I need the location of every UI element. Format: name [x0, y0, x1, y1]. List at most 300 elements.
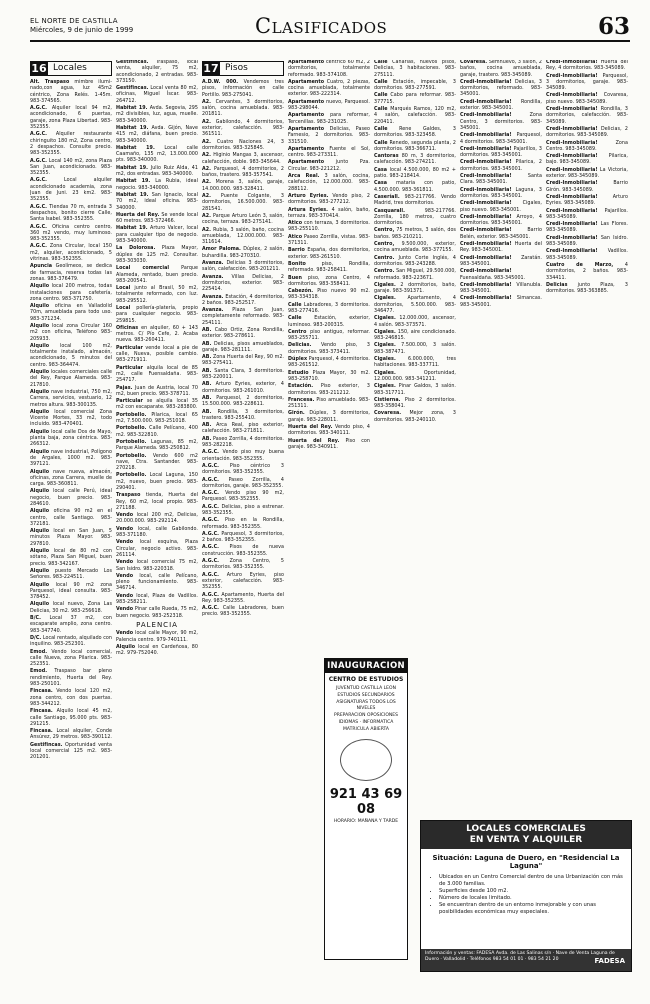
- ad-text: Zaratán. 983-345001.: [460, 255, 542, 267]
- ad-text: Arturo Eyries, piso exterior, calefacción. 983-352355.: [202, 572, 284, 591]
- ad-text: Fuensaldaña. 983-345001.: [460, 275, 526, 281]
- ad-text: Calle Pelícano, 400 m2. 983-322810.: [116, 426, 198, 438]
- ad-text: Semnuevo, 3 salón, 2 baños, cocina amueblada, garaje, trastero. 983-345089.: [460, 60, 542, 78]
- classified-column-3: [202, 60, 284, 995]
- ad-keyword: Apartamento: [288, 99, 325, 105]
- ad-keyword: Vendo: [116, 560, 134, 566]
- ad-text: Lagunas, 85 m2, Parque Alameda. 983-250812.: [116, 439, 198, 452]
- classified-ad: [116, 426, 198, 439]
- ad-text: local calle Perú, ideal negocio, buen precio. 983-284610.: [30, 489, 112, 507]
- ad-text: Piso nuevo 90 m2. 983-334318.: [288, 289, 370, 301]
- ad-footer: HORARIO: MAÑANA Y TARDE: [333, 819, 399, 824]
- ad-keyword: A.G.C.: [202, 592, 220, 598]
- classified-ad: [546, 222, 628, 235]
- classified-column-4: [288, 60, 370, 650]
- ad-text: 983-217766. Zorrilla, 180 metros, cuatro dormitorios.: [374, 208, 456, 227]
- ad-line: PREPARACION OPOSICIONES: [334, 713, 398, 718]
- ad-text: Morena 3, salón, garaje, 14.000.000. 983-328411.: [202, 180, 284, 192]
- ad-text: Estación, 4 dormitorios, 2 baños. 983-252517.: [202, 294, 284, 306]
- classified-ad: [374, 181, 456, 194]
- classified-ad: [288, 248, 370, 261]
- classified-ad: [202, 140, 284, 153]
- ad-text: Oportunidad, 12.000.000. 983-341211.: [374, 370, 456, 382]
- ad-text: Oficina centro centro, 360 m2 vendo, muy luminoso. 983-352355.: [30, 224, 112, 243]
- section-header-pisos: [202, 60, 284, 76]
- classified-ad: [116, 513, 198, 526]
- classified-ad: [460, 113, 542, 132]
- ad-keyword: A.G.C.: [202, 504, 220, 510]
- classified-ad: [30, 743, 112, 762]
- ad-keyword: Credi-Inmobiliaria!: [546, 60, 598, 65]
- ad-text: Las Flores. 983-345089.: [546, 222, 628, 234]
- ad-keyword: Alquilo: [30, 602, 50, 608]
- ad-keyword: Portobello.: [116, 453, 147, 459]
- ad-keyword: Gestifincas.: [30, 742, 63, 748]
- ad-text: Arca Real, piso exterior, calefacción. 983-271811.: [202, 423, 284, 435]
- classified-ad: [288, 221, 370, 234]
- ad-text: Piso en la Rondilla, reformado. 983-352355.: [202, 518, 284, 530]
- ad-keyword: Habitat 19.: [116, 125, 149, 131]
- ad-text: Vendo piso muy buena orientación. 983-352355.: [202, 450, 284, 462]
- classified-ad: [30, 132, 112, 157]
- ad-bullet: • Número de locales limitado.: [439, 895, 623, 902]
- ad-text: Delicias 3 dormitorios, salón, calefacción. 983-201211.: [202, 261, 284, 273]
- ad-keyword: Avanza.: [202, 308, 224, 314]
- classified-ad: [546, 236, 628, 249]
- ad-text: Vendo piso, 3 dormitorios. 983-373411.: [288, 343, 370, 355]
- ad-keyword: Huerta del Rey.: [288, 425, 333, 431]
- ad-text: local nuevo, Zona Las Delicias, 30 m2. 983-256618.: [30, 602, 112, 614]
- ad-keyword: Credi-Inmobiliaria!: [460, 99, 512, 105]
- classified-ad: [30, 470, 112, 489]
- classified-ad: [288, 289, 370, 302]
- classified-ad: [30, 583, 112, 602]
- ad-subtitle: CENTRO DE ESTUDIOS: [328, 676, 404, 683]
- ad-keyword: Fincasa.: [30, 689, 53, 695]
- classified-ad: [546, 93, 628, 106]
- ad-keyword: A.G.C.: [202, 450, 220, 456]
- ad-text: 2 dormitorios, baño, garaje. 983-391371.: [374, 282, 456, 295]
- subsection-heading: PALENCIA: [136, 620, 178, 629]
- classified-ad: [116, 645, 198, 658]
- ad-keyword: Credi-Inmobiliaria!: [460, 282, 512, 288]
- ad-text: Parquesol, 3 dormitorios, garaje. 983-345089.: [546, 73, 628, 92]
- ad-keyword: Credi-Inmobiliaria!: [460, 79, 512, 85]
- classified-ad: [116, 286, 198, 305]
- ad-text: Dúplex, 2 salón, buhardilla. 983-270310.: [202, 247, 284, 259]
- ad-keyword: Credi-Inmobiliaria!: [460, 269, 512, 275]
- classified-ad: [116, 193, 198, 212]
- ad-keyword: Portobello.: [116, 426, 147, 432]
- ad-text: Calle Labradores, buen precio. 983-352355.: [202, 606, 284, 618]
- classified-ad: [116, 413, 198, 426]
- ad-text: Santa Clara. 983-345001.: [460, 174, 542, 186]
- ad-text: Vendo piso, 4 dormitorios. 983-340111.: [288, 425, 370, 437]
- ad-keyword: Pajas.: [116, 385, 133, 391]
- classified-ad: [546, 107, 628, 126]
- classified-ad: [460, 269, 542, 282]
- ad-keyword: Girón.: [288, 411, 305, 417]
- ad-keyword: Alquilo: [30, 284, 50, 290]
- ad-keyword: Estudio: [288, 370, 309, 376]
- ad-text: Se vende local 60 metros. 983-372466.: [116, 212, 198, 225]
- classified-ad: [202, 153, 284, 166]
- ad-text: local 200 m2, Delicias, 20.000.000. 983-292114.: [116, 513, 198, 525]
- classified-ad: [288, 235, 370, 248]
- ad-text: local en San Juan, 5 minutos Plaza Mayor. 983-297810.: [30, 529, 112, 547]
- classified-ad: [202, 559, 284, 572]
- classified-ad: [116, 266, 198, 285]
- classified-ad: [30, 80, 112, 105]
- ad-keyword: A.G.C.: [202, 477, 220, 483]
- ad-keyword: Habitat 19.: [116, 106, 148, 112]
- classified-ad: [30, 205, 112, 224]
- ad-text: local 90 m2 zona Parquesol, ideal consulta. 983-378452.: [30, 582, 112, 601]
- ad-keyword: Habitat 19.: [116, 179, 151, 185]
- ad-keyword: Alquilo: [30, 389, 50, 395]
- classified-ad: [546, 209, 628, 222]
- fadesa-logo: FADESA: [594, 957, 625, 965]
- classified-ad: [202, 518, 284, 531]
- ad-keyword: Apartamento: [288, 126, 325, 132]
- classified-ad: [460, 147, 542, 160]
- ad-text: Local alquiler, Conde Ansúrez, 29 metros. 983-390112.: [30, 729, 112, 741]
- ad-text: Zona Centro, 3 dormitorios. 983-345001.: [460, 113, 542, 131]
- ad-phone: 921 43 69 08: [329, 787, 403, 817]
- ad-text: Traspaso bar pleno rendimiento, Huerta del Rey. 983-250101.: [30, 669, 112, 688]
- classified-ad: [546, 74, 628, 93]
- classified-ad: [202, 120, 284, 139]
- ad-text: local, calle Pelícano, pleno funcionamiento. 983-346714.: [116, 573, 198, 592]
- ad-text: alquila local de 85 m2, calle Fuensaldaña. 983-254717.: [116, 365, 198, 384]
- ad-keyword: Centro.: [374, 255, 395, 261]
- classified-ad: [374, 316, 456, 329]
- ad-keyword: Credi-Inmobiliaria!: [546, 93, 598, 99]
- ad-text: local calle Dos de Mayo, planta baja, zona céntrica. 983-266312.: [30, 429, 112, 448]
- classified-ad: [374, 330, 456, 343]
- ad-keyword: Portobello.: [116, 473, 147, 479]
- classified-ad: [546, 154, 628, 167]
- ad-text: Marqués Ramos, 120 m2, 4 salón, calefacción. 983-220411.: [374, 107, 456, 125]
- classified-ad: [288, 174, 370, 193]
- classified-ad: [288, 316, 370, 329]
- ad-keyword: Arca Real.: [288, 174, 320, 180]
- classified-ad: [30, 304, 112, 323]
- ad-keyword: A.G.C.: [30, 178, 48, 184]
- classified-ad: [30, 244, 112, 263]
- ad-line: JUVENTUD CASTILLA LEON: [336, 686, 396, 691]
- ad-keyword: Credi-Inmobiliaria!: [460, 228, 512, 234]
- ad-text: Alquiler restaurante chiringuito 180 m2, Zona centro, 2 despachos. Consulte precio. 983-352355.: [30, 132, 112, 157]
- classified-ad: [374, 296, 456, 315]
- classified-ad: [116, 607, 198, 620]
- ad-text: Pilarica, bajo. 983-345089.: [546, 154, 628, 166]
- ad-text: Parquesol, 2 dormitorios, 15.500.000. 983-228611.: [202, 395, 284, 408]
- ad-text: Parque Alameda, rentado, buen precio. 983-200541.: [116, 266, 198, 284]
- classified-ad: [202, 194, 284, 213]
- ad-text: Zona Circular, local 150 m2, alquiler, acondicionado, 5 vitrinas. 983-352355.: [30, 244, 112, 263]
- ad-text: Delicias, piso a estrenar. 983-352355.: [202, 504, 284, 516]
- ad-keyword: Credi-Inmobiliaria!: [546, 194, 598, 200]
- ad-keyword: Francesa.: [288, 397, 315, 403]
- ad-text: Zona Centro, 5 dormitorios. 983-352355.: [202, 559, 284, 571]
- ad-keyword: Cuatro de Marzo,: [546, 262, 614, 268]
- ad-text: Arturo Valcer, local para cualquier tipo de negocio. 983-340000.: [116, 226, 198, 245]
- ad-keyword: Avanza.: [202, 294, 224, 300]
- classified-ad: [374, 168, 456, 181]
- ad-keyword: Credi-Inmobiliaria!: [546, 107, 598, 113]
- classified-ad: [288, 425, 370, 438]
- ad-keyword: A.G.C.: [202, 463, 220, 469]
- ad-text: 983-217766. Vendo Madrid, tres dormitorios.: [374, 194, 456, 207]
- classified-ad: [116, 226, 198, 245]
- ad-keyword: Vendo: [116, 513, 134, 519]
- classified-ad: [546, 168, 628, 181]
- ad-keyword: Cigales.: [374, 316, 396, 322]
- classified-ad: [202, 100, 284, 119]
- ad-keyword: Vendo: [116, 526, 134, 532]
- ad-keyword: Vendo: [116, 607, 134, 613]
- ad-keyword: Cabezón.: [288, 289, 314, 295]
- ad-text: Pilarica, 2 dormitorios. 983-345001.: [460, 160, 542, 172]
- ad-keyword: Arturo Eyries.: [288, 193, 329, 199]
- ad-text: San Ignacio, local 70 m2, ideal oficina. 983-340000.: [116, 192, 198, 211]
- page-number: 63: [597, 13, 630, 40]
- ad-text: Higinio Mangas 3, ascensor, calefacción, doble. 983-345644.: [202, 153, 284, 165]
- ad-text: Parque Arturo León 3, salón, cocina, terraza. 983-275141.: [202, 213, 284, 226]
- classified-ad: [116, 126, 198, 145]
- ad-text: Plaza San Juan, completamente reformado. 983-254111.: [202, 308, 284, 326]
- ad-keyword: Cigales.: [374, 329, 396, 335]
- ad-keyword: Calle: [288, 316, 302, 322]
- ad-keyword: Alquilo: [30, 323, 50, 329]
- ad-text: Pinar calle Rueda, 75 m2, buen negocio. 983-252318.: [116, 607, 198, 619]
- classified-ad: [202, 491, 284, 504]
- ad-text: local, calle Gabilondo. 983-371180.: [116, 526, 198, 539]
- ad-text: Pinar Galdos, 3 salón. 983-317711.: [374, 384, 456, 396]
- ad-keyword: Bonito: [288, 261, 306, 267]
- ad-keyword: Alquilo: [116, 644, 136, 650]
- classified-ad: [30, 284, 112, 303]
- ad-keyword: Cigales.: [374, 370, 396, 376]
- ad-text: Local calle Caamaño, 135 m2, 13.000.000 pts. 983-340000.: [116, 145, 198, 164]
- ad-keyword: Alquilo: [30, 343, 50, 349]
- classified-ad: [30, 729, 112, 742]
- classified-ad: [460, 188, 542, 201]
- ad-text: Apartamento, 4 dormitorios, 5.500.000. 983-346477.: [374, 296, 456, 314]
- classified-ad: [288, 194, 370, 207]
- ad-keyword: Local: [116, 305, 131, 311]
- ad-text: oficina en Valladolid 70m, amueblada para todo uso. 983-371234.: [30, 304, 112, 322]
- ad-text: tienda, Huerta del Rey, 60 m2, local propio. 983-271188.: [116, 493, 198, 511]
- classified-ad: [30, 225, 112, 244]
- ad-keyword: Centro,: [374, 242, 395, 248]
- ad-keyword: La Dolorosa.: [116, 246, 156, 252]
- ad-keyword: Vendo: [116, 593, 134, 599]
- ad-keyword: Credi-Inmobiliaria!: [546, 167, 598, 173]
- classified-ad: [202, 545, 284, 558]
- ad-text: junto Pza. Circular. 983-221212.: [288, 160, 370, 172]
- ad-keyword: Oficinas: [116, 325, 139, 331]
- classified-ad: [116, 106, 198, 125]
- ad-text: se alquila local 35 m2 con escaparate. 983-283800.: [116, 399, 198, 411]
- ad-text: Tiendas 70 m, entrada 3 despachos, bonito cierre Calle, Santa Isabel. 983-352355.: [30, 204, 112, 223]
- ad-bullet: • Se encuentran dentro de un entorno inmejorable y con unas posibilidades económicas muy especiales.: [439, 902, 623, 916]
- ad-text: Renedo, segunda planta, 2 dormitorios. 983-366711.: [374, 140, 456, 152]
- classified-ad: [30, 324, 112, 343]
- classified-ad: [202, 342, 284, 355]
- classified-ad: [202, 80, 284, 99]
- ad-text: local comercial 75 m2, San Isidro. 983-220318.: [116, 560, 198, 572]
- ad-keyword: Cigales.: [374, 343, 396, 349]
- ad-keyword: Credi-Inmobiliaria!: [546, 154, 598, 160]
- ad-keyword: Apartamento: [288, 60, 325, 65]
- ad-keyword: Portobello.: [116, 439, 147, 445]
- ad-keyword: Alquilo: [30, 568, 50, 574]
- classified-column-2: [116, 60, 198, 995]
- ad-text: Barrio Girón. 983-345089.: [546, 181, 628, 193]
- ad-text: Cervantes, 3 dormitorios, salón, cocina amueblada. 983-201811.: [202, 99, 284, 118]
- ad-keyword: Credi-Inmobiliaria!: [460, 113, 512, 119]
- ad-title: INAUGURACION: [325, 659, 407, 673]
- ad-text: Traspaso, local venta, alquiler, 75 m2, acondicionado, 2 entradas. 983-373150.: [116, 60, 198, 84]
- ad-keyword: Credi-Inmobiliaria!: [546, 222, 598, 228]
- ad-keyword: Credi-Inmobiliaria!: [460, 187, 512, 193]
- classified-ad: [202, 464, 284, 477]
- ad-text: La Rubia, ideal negocio. 983-340000.: [116, 179, 198, 191]
- classified-ad: [202, 369, 284, 382]
- ad-text: La Victoria, exterior. 983-345089.: [546, 167, 628, 180]
- classified-ad: [202, 308, 284, 327]
- ad-keyword: Calle: [374, 93, 388, 99]
- ad-text: Covaresa, piso nuevo. 983-345089.: [546, 93, 628, 105]
- ad-text: nuevo, Parquesol. 983-298044.: [288, 99, 370, 112]
- classified-ad: [30, 549, 112, 568]
- classified-ad: [546, 263, 628, 282]
- ad-text: San Miguel, 29.500.000, reformado. 983-223671.: [374, 269, 456, 281]
- classified-ad: [30, 689, 112, 708]
- ad-keyword: Huerta del Rey.: [288, 438, 340, 444]
- ad-keyword: Credi-Inmobiliaria!: [460, 214, 512, 220]
- classified-ad: [30, 370, 112, 389]
- ad-text: Cabo Ortiz, Zona Rondilla, exterior. 983-278611.: [202, 327, 284, 340]
- classified-ad: [30, 344, 112, 369]
- ad-text: local 4.500.000, 80 m2 + patio. 983-218414.: [374, 167, 456, 180]
- ad-keyword: Alquilo: [30, 549, 50, 555]
- ad-keyword: Calle: [288, 302, 302, 308]
- classified-ad: [116, 473, 198, 492]
- ad-line: ASIGNATURAS TODOS LOS NIVELES: [336, 700, 396, 711]
- ad-keyword: AB.: [202, 355, 212, 361]
- ad-text: junto al Brasil, 50 m2, totalmente reformado, con luz. 983-295512.: [116, 286, 198, 304]
- ad-keyword: D/C.: [30, 635, 42, 641]
- ad-text: local zona Circular 160 m2 con oficina, Teléfono 983-205933.: [30, 323, 112, 342]
- classified-ad: [374, 242, 456, 255]
- ad-keyword: Particular: [116, 399, 143, 405]
- ad-keyword: A.G.C.: [30, 224, 48, 230]
- classified-ad: [374, 127, 456, 140]
- ad-keyword: AB.: [202, 382, 212, 388]
- ad-keyword: Credi-Inmobiliaria!: [546, 235, 598, 241]
- classified-ad: [202, 450, 284, 463]
- ad-text: 3 salón, cocina, calefacción, 12.000.000. 983-288112.: [288, 174, 370, 192]
- ad-keyword: Covaresa.: [460, 60, 488, 65]
- ad-keyword: AB.: [202, 436, 212, 442]
- classified-ad: [116, 166, 198, 179]
- ad-keyword: A.G.C.: [30, 244, 48, 250]
- ad-text: Estación, impecable, 3 dormitorios. 983-277591.: [374, 79, 456, 92]
- classified-ad: [288, 276, 370, 289]
- ad-keyword: Habitat 19.: [116, 145, 155, 151]
- ad-keyword: Credi-Inmobiliaria!: [546, 140, 598, 146]
- ad-title-band: [421, 821, 631, 849]
- classified-ad: [202, 214, 284, 227]
- classified-ad: [116, 246, 198, 265]
- ad-text: Local venta 80 m2, oficinas, Miguel Íscar. 983-264712.: [116, 86, 198, 104]
- ad-keyword: Credi-Inmobiliaria!: [460, 201, 512, 207]
- classified-ad: [30, 636, 112, 649]
- ad-text: Dúplex, 3 dormitorios, garaje. 983-228011.: [288, 411, 370, 423]
- ad-text: Avda. Segovia, 295 m2 divisibles, luz, agua, muelle. 983-340000.: [116, 106, 198, 124]
- ad-text: Local 140 m2, zona Plaza San Juan, acondicionado. 983-352355.: [30, 158, 112, 177]
- ad-text: Juan de Austria, local 70 m2, buen precio. 983-378711.: [116, 385, 198, 397]
- ad-keyword: A.G.C.: [30, 106, 48, 112]
- classified-ad: [288, 398, 370, 411]
- ad-keyword: Credi-Inmobiliaria!: [546, 249, 598, 255]
- section-number: 16: [31, 61, 47, 75]
- classified-ad: [202, 275, 284, 294]
- classified-ad: [374, 269, 456, 282]
- classified-ad: [202, 593, 284, 606]
- ad-keyword: A2.: [202, 227, 212, 233]
- classified-ad: [460, 283, 542, 296]
- ad-text: Delicias, pisos amueblados, garaje. 983-281111.: [202, 341, 284, 353]
- ad-text: Rubia, 3 salón, baño, cocina amueblada, 12.000.000. 983-311614.: [202, 227, 284, 246]
- ad-keyword: Apuncia: [30, 264, 53, 270]
- ad-keyword: A.G.C.: [202, 606, 220, 612]
- classified-ad: [288, 371, 370, 384]
- ad-keyword: Cantoras: [374, 154, 399, 160]
- classified-ad: [460, 80, 542, 99]
- classified-ad: [546, 141, 628, 154]
- classified-ad: [288, 411, 370, 424]
- classified-ad: [116, 454, 198, 473]
- ad-keyword: Credi-Inmobiliaria!: [546, 208, 598, 214]
- ad-text: Delicias, 3 dormitorios, reformado. 983-345001.: [460, 79, 542, 98]
- ad-keyword: AB.: [202, 423, 212, 429]
- ad-keyword: Atico: [288, 221, 303, 227]
- classified-ad: [374, 154, 456, 167]
- ad-keyword: Credi-Inmobiliaria!: [546, 181, 598, 187]
- classified-ad: [374, 398, 456, 411]
- ad-keyword: Cigales.: [374, 357, 396, 363]
- ad-text: Parquesol, 4 dormitorios. 983-261512.: [288, 357, 370, 369]
- ad-text: puesto Mercado Los Señores. 983-224511.: [30, 568, 112, 581]
- classified-ad: [30, 410, 112, 429]
- ad-keyword: Traspaso: [116, 493, 141, 499]
- ad-keyword: Alquilo: [30, 429, 50, 435]
- classified-ad: [546, 181, 628, 194]
- ad-text: Villas Delicias, 2 dormitorios, exterior. 983-225414.: [202, 274, 284, 293]
- ad-text: Simancas. 983-345001.: [460, 296, 542, 308]
- classified-ad: [374, 228, 456, 241]
- ad-keyword: Habitat 19.: [116, 226, 148, 232]
- display-ad-locales-comerciales: [420, 820, 632, 972]
- ad-text: Local alquiler acondicionado academia, zona Juan de Juni. 23 km2. 983-352355.: [30, 178, 112, 203]
- ad-text: Local Laguna, 150 m2, nuevo, buen precio. 983-290401.: [116, 473, 198, 491]
- ad-text: Rondilla, exterior. 983-345001.: [460, 99, 542, 112]
- ad-keyword: Alquilo: [30, 449, 50, 455]
